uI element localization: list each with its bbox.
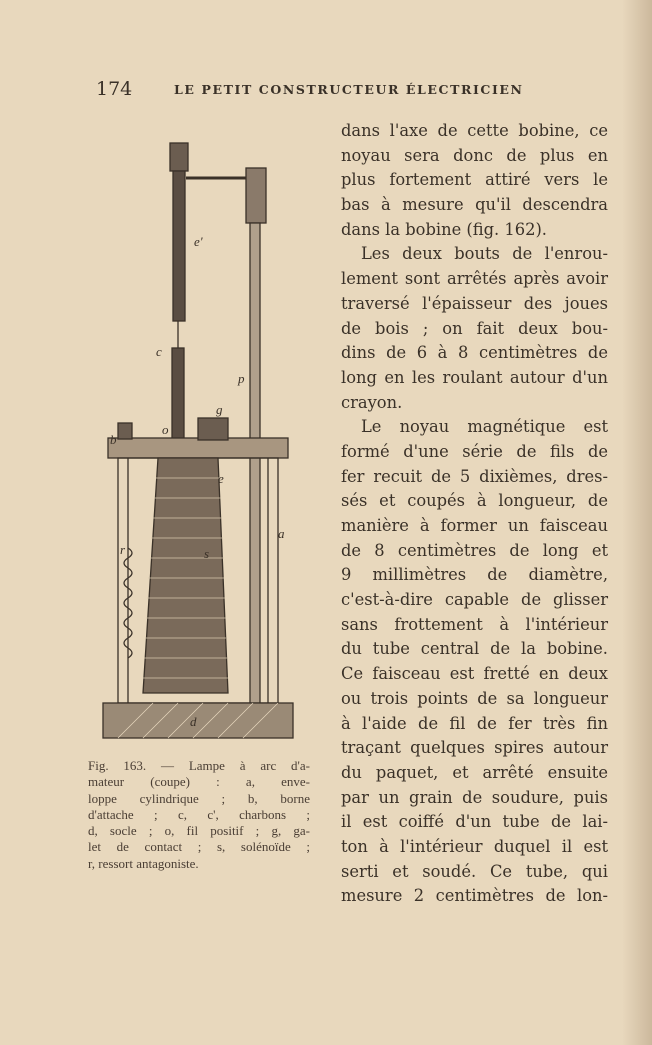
figure-label: o bbox=[162, 422, 169, 437]
body-text-line: manière à former un faisceau bbox=[341, 516, 608, 535]
body-text-line: dans l'axe de cette bobine, ce bbox=[341, 121, 608, 140]
body-text-line: par un grain de soudure, puis bbox=[341, 787, 608, 807]
body-text-line: mesure 2 centimètres de lon- bbox=[341, 886, 608, 906]
caption-line: loppe cylindrique ; b, borne bbox=[88, 790, 310, 806]
page-edge-shadow bbox=[622, 0, 652, 1045]
caption-line: let de contact ; s, solénoïde ; bbox=[88, 839, 310, 855]
body-text-line: serti et soudé. Ce tube, qui bbox=[341, 861, 608, 881]
figure-label: e' bbox=[194, 234, 203, 249]
figure-label: b bbox=[110, 432, 117, 447]
body-text-line: de 8 centimètres de long et bbox=[341, 540, 608, 560]
body-text-line: formé d'une série de fils de bbox=[341, 441, 608, 461]
body-text-line: à l'aide de fil de fer très fin bbox=[341, 713, 608, 733]
body-text-line: ou trois points de sa longueur bbox=[341, 688, 608, 708]
body-text-line: de bois ; on fait deux bou- bbox=[341, 318, 608, 338]
body-text-line: dins de 6 à 8 centimètres de bbox=[341, 343, 608, 363]
caption-line: Fig. 163. — Lampe à arc d'a- bbox=[88, 758, 310, 773]
body-text-column bbox=[341, 119, 608, 909]
body-text-line: noyau sera donc de plus en bbox=[341, 145, 608, 165]
caption-line: r, ressort antagoniste. bbox=[88, 855, 199, 871]
figure-label: s bbox=[204, 546, 210, 561]
body-text-line: du tube central de la bobine. bbox=[341, 639, 608, 659]
caption-line: d, socle ; o, fil positif ; g, ga- bbox=[88, 823, 310, 839]
body-text-line: bas à mesure qu'il descendra bbox=[341, 195, 608, 215]
body-text-line: dans la bobine (fig. 162). bbox=[341, 219, 547, 239]
body-text-line: sans frottement à l'intérieur bbox=[341, 614, 608, 634]
figure-label: c bbox=[156, 344, 162, 359]
body-text-line: Les deux bouts de l'enrou- bbox=[361, 244, 608, 264]
page-number: 174 bbox=[96, 78, 133, 100]
body-text-line: du paquet, et arrêté ensuite bbox=[341, 762, 608, 782]
arc-lamp-figure bbox=[98, 138, 298, 748]
caption-line: d'attache ; c, c', charbons ; bbox=[88, 806, 310, 822]
body-text-line: il est coiffé d'un tube de lai- bbox=[341, 812, 608, 832]
caption-line: mateur (coupe) : a, enve- bbox=[88, 774, 310, 790]
figure-label: d bbox=[190, 714, 197, 729]
page-header bbox=[96, 78, 536, 102]
body-text-line: long en les roulant autour d'un bbox=[341, 367, 608, 387]
body-text-line: fer recuit de 5 dixièmes, dres- bbox=[341, 466, 608, 486]
figure-label: g bbox=[216, 402, 223, 417]
body-text-line: sés et coupés à longueur, de bbox=[341, 491, 608, 511]
body-text-line: Ce faisceau est fretté en deux bbox=[341, 664, 608, 684]
body-text-line: 9 millimètres de diamètre, bbox=[341, 565, 608, 585]
body-text-line: traversé l'épaisseur des joues bbox=[341, 293, 608, 313]
body-text-line: Le noyau magnétique est bbox=[361, 417, 608, 437]
figure-label: e bbox=[218, 471, 224, 486]
figure-label: r bbox=[120, 542, 126, 557]
figure-label: a bbox=[278, 526, 285, 541]
body-text-line: traçant quelques spires autour bbox=[341, 738, 608, 758]
figure-label: p bbox=[238, 371, 245, 386]
body-text-line: lement sont arrêtés après avoir bbox=[341, 269, 608, 289]
running-title: LE PETIT CONSTRUCTEUR ÉLECTRICIEN bbox=[174, 82, 524, 97]
figure-caption bbox=[88, 758, 310, 872]
body-text-line: ton à l'intérieur duquel il est bbox=[341, 836, 608, 856]
body-text-line: plus fortement attiré vers le bbox=[341, 170, 608, 190]
body-text-line: c'est-à-dire capable de glisser bbox=[341, 590, 608, 610]
body-text-line: crayon. bbox=[341, 392, 403, 412]
